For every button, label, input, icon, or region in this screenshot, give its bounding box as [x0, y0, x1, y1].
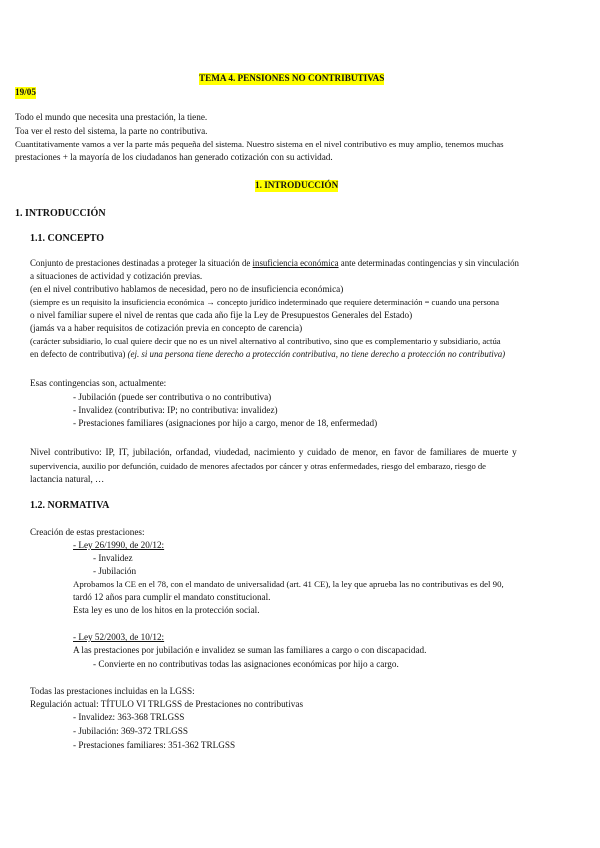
concepto-text: ante determinadas contingencias y sin vinculación — [338, 258, 519, 268]
intro-line: Cuantitativamente vamos a ver la parte más pequeña del sistema. Nuestro sistema en el nivel contributivo es muy amplio, tenemos muchas — [15, 139, 504, 149]
normativa-line: Esta ley es uno de los hitos en la protección social. — [73, 605, 260, 615]
list-item: - Invalidez — [93, 553, 133, 565]
contingencias-label: Esas contingencias son, actualmente: — [30, 378, 167, 388]
document-title: TEMA 4. PENSIONES NO CONTRIBUTIVAS — [199, 73, 385, 83]
intro-line: Todo el mundo que necesita una prestación, la tiene. — [15, 112, 208, 122]
concepto-example: (ej. si una persona tiene derecho a protección contributiva, no tiene derecho a protección no contributiva) — [127, 349, 506, 359]
intro-line: prestaciones + la mayoría de los ciudadanos han generado cotización con su actividad. — [15, 152, 333, 162]
nivel-line: supervivencia, auxilio por defunción, cuidado de menores afectados por cáncer y otras enfermedades, riesgo del embarazo, riesgo de — [30, 461, 486, 471]
concepto-underlined: insuficiencia económica — [252, 258, 339, 268]
normativa-line: Regulación actual: TÍTULO VI TRLGSS de Prestaciones no contributivas — [30, 699, 304, 709]
list-item: - Jubilación (puede ser contributiva o no contributiva) — [73, 392, 271, 404]
concepto-text: en defecto de contributiva) — [30, 349, 128, 359]
concepto-line: o nivel familiar supere el nivel de rentas que cada año fije la Ley de Presupuestos Generales del Estado) — [30, 310, 413, 320]
list-item: - Prestaciones familiares: 351-362 TRLGSS — [73, 740, 235, 752]
nivel-line: lactancia natural, … — [30, 474, 105, 484]
concepto-line: (carácter subsidiario, lo cual quiere decir que no es un nivel alternativo al contributivo, sino que es complementario y subsidiario, actúa — [30, 336, 501, 346]
normativa-line: Creación de estas prestaciones: — [30, 527, 145, 537]
normativa-line: A las prestaciones por jubilación e invalidez se suman las familiares a cargo o con discapacidad. — [73, 645, 427, 655]
normativa-line: tardó 12 años para cumplir el mandato constitucional. — [73, 592, 271, 602]
concepto-line: (jamás va a haber requisitos de cotización previa en concepto de carencia) — [30, 323, 303, 333]
list-item: - Invalidez: 363-368 TRLGSS — [73, 712, 184, 724]
subsection-heading: 1.2. NORMATIVA — [30, 500, 110, 511]
concepto-line: (en el nivel contributivo hablamos de necesidad, pero no de insuficiencia económica) — [30, 284, 344, 294]
concepto-line — [30, 258, 519, 270]
list-item: - Invalidez (contributiva: IP; no contributiva: invalidez) — [73, 405, 278, 417]
date-label: 19/05 — [15, 87, 36, 97]
subsection-heading: 1.1. CONCEPTO — [30, 233, 104, 244]
concepto-text: Conjunto de prestaciones destinadas a proteger la situación de — [30, 258, 253, 268]
list-item: - Jubilación — [93, 566, 136, 578]
concepto-line — [30, 349, 505, 361]
concepto-line: a situaciones de actividad y cotización previas. — [30, 271, 203, 281]
ley-heading: - Ley 52/2003, de 10/12: — [73, 632, 165, 642]
list-item: - Jubilación: 369-372 TRLGSS — [73, 726, 188, 738]
normativa-line: Aprobamos la CE en el 78, con el mandato de universalidad (art. 41 CE), la ley que aprueba las no contributivas es del 90, — [73, 579, 504, 589]
list-item: - Prestaciones familiares (asignaciones por hijo a cargo, menor de 18, enfermedad) — [73, 418, 377, 430]
nivel-line: Nivel contributivo: IP, IT, jubilación, orfandad, viudedad, nacimiento y cuidado de menor, en favor de familiares de muerte y — [30, 447, 517, 457]
section-heading: 1. INTRODUCCIÓN — [15, 208, 106, 219]
list-item: - Convierte en no contributivas todas las asignaciones económicas por hijo a cargo. — [93, 659, 399, 671]
center-heading: 1. INTRODUCCIÓN — [255, 180, 339, 190]
concepto-line: (siempre es un requisito la insuficiencia económica → concepto jurídico indeterminado que requiere determinación = cuando una persona — [30, 297, 500, 307]
normativa-line: Todas las prestaciones incluidas en la LGSS: — [30, 686, 195, 696]
ley-heading: - Ley 26/1990, de 20/12: — [73, 540, 165, 550]
intro-line: Toa ver el resto del sistema, la parte no contributiva. — [15, 126, 208, 136]
